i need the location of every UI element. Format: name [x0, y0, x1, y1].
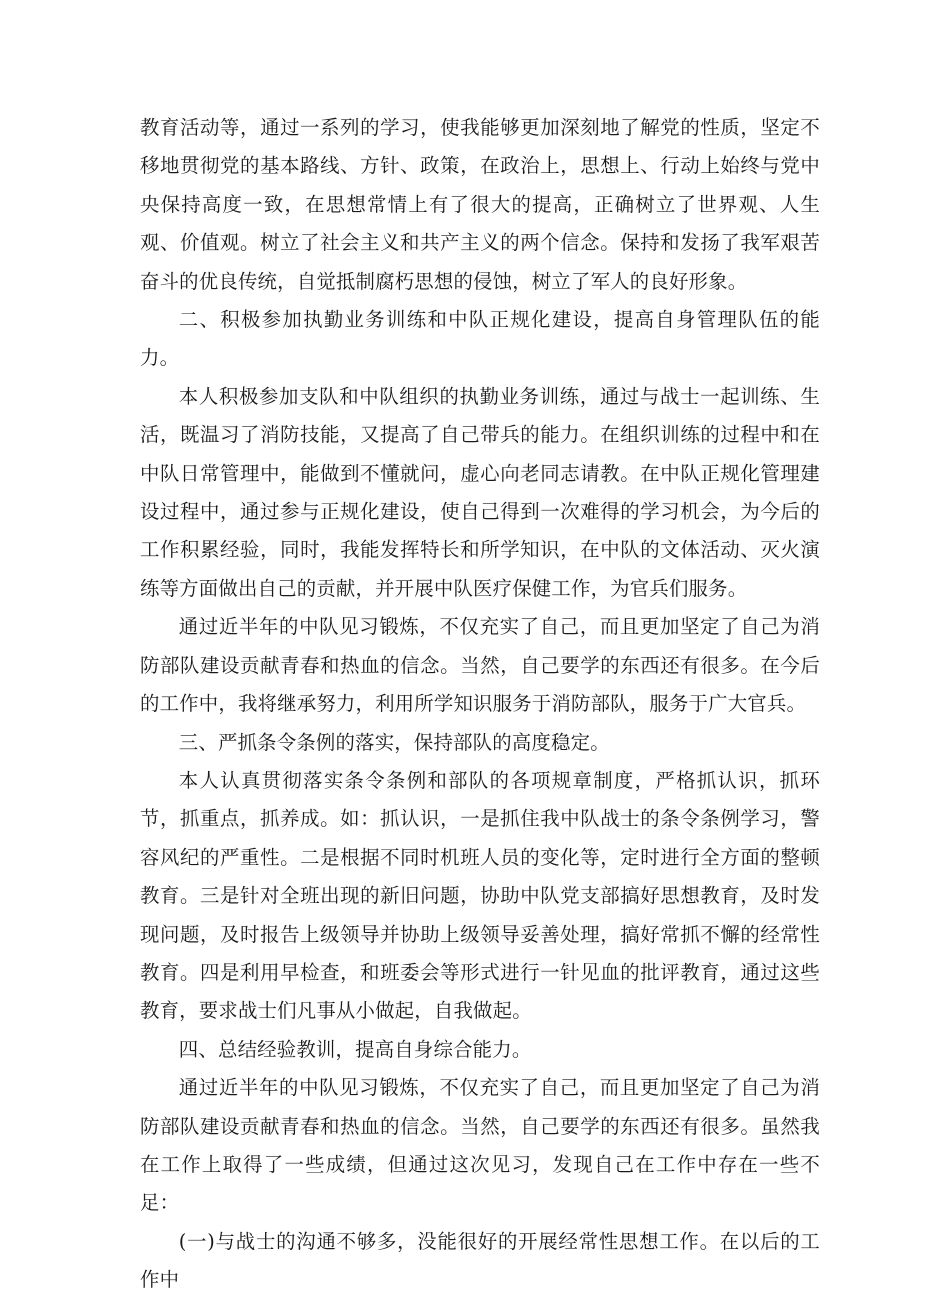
section-heading-4: 四、总结经验教训，提高自身综合能力。 — [178, 1037, 532, 1061]
paragraph: 通过近半年的中队见习锻炼，不仅充实了自己，而且更加坚定了自己为消防部队建设贡献青春和热血的信念。当然，自己要学的东西还有很多。虽然我在工作上取得了一些成绩，但通过这次见习，发现自己在工作中存在一些不足： — [140, 1076, 820, 1215]
list-item-1: (一)与战士的沟通不够多，没能很好的开展经常性思想工作。在以后的工作中 — [140, 1229, 820, 1292]
paragraph-continued: 教育活动等，通过一系列的学习，使我能够更加深刻地了解党的性质，坚定不移地贯彻党的基本路线、方针、政策，在政治上，思想上、行动上始终与党中央保持高度一致，在思想常情上有了很大的提高，正确树立了世界观、人生观、价值观。树立了社会主义和共产主义的两个信念。保持和发扬了我军艰苦奋斗的优良传统，自觉抵制腐朽思想的侵蚀，树立了军人的良好形象。 — [140, 116, 820, 293]
document-body — [140, 109, 820, 1300]
section-heading-3: 三、严抓条令条例的落实，保持部队的高度稳定。 — [178, 730, 610, 754]
paragraph: 本人认真贯彻落实条令条例和部队的各项规章制度，严格抓认识，抓环节，抓重点，抓养成。如：抓认识，一是抓住我中队战士的条令条例学习，警容风纪的严重性。二是根据不同时机班人员的变化等，定时进行全方面的整顿教育。三是针对全班出现的新旧问题，协助中队党支部搞好思想教育，及时发现问题，及时报告上级领导并协助上级领导妥善处理，搞好常抓不懈的经常性教育。四是利用早检查，和班委会等形式进行一针见血的批评教育，通过这些教育，要求战士们凡事从小做起，自我做起。 — [140, 768, 820, 1023]
paragraph: 本人积极参加支队和中队组织的执勤业务训练，通过与战士一起训练、生活，既温习了消防技能，又提高了自己带兵的能力。在组织训练的过程中和在中队日常管理中，能做到不懂就问，虚心向老同志请教。在中队正规化管理建设过程中，通过参与正规化建设，使自己得到一次难得的学习机会，为今后的工作积累经验，同时，我能发挥特长和所学知识，在中队的文体活动、灭火演练等方面做出自己的贡献，并开展中队医疗保健工作，为官兵们服务。 — [140, 384, 820, 600]
section-heading-2: 二、积极参加执勤业务训练和中队正规化建设，提高自身管理队伍的能力。 — [140, 308, 820, 370]
paragraph: 通过近半年的中队见习锻炼，不仅充实了自己，而且更加坚定了自己为消防部队建设贡献青春和热血的信念。当然，自己要学的东西还有很多。在今后的工作中，我将继承努力，利用所学知识服务于消防部队，服务于广大官兵。 — [140, 615, 820, 716]
